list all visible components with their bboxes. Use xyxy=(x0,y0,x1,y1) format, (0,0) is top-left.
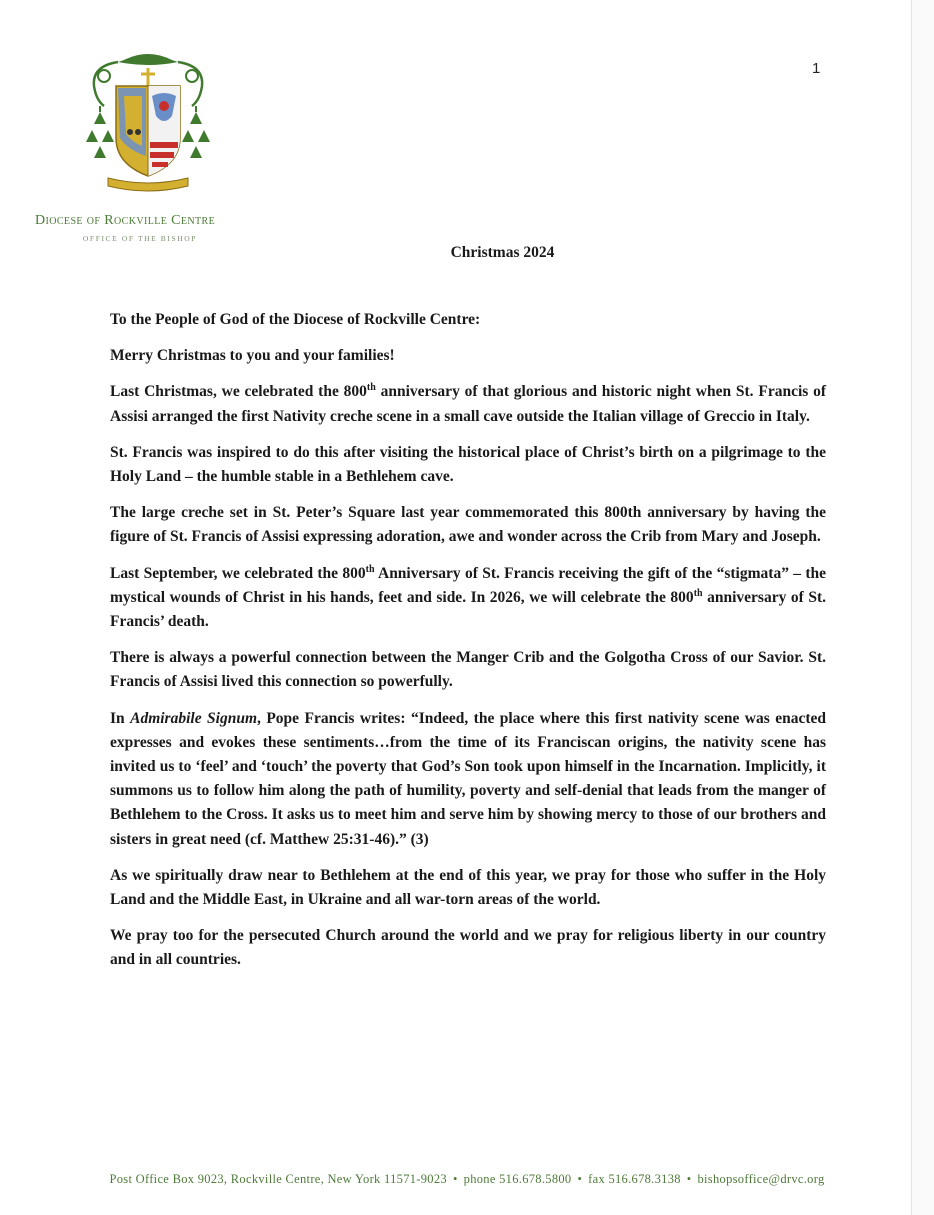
paragraph-4-text-c: anniversary of St. Francis’ death. xyxy=(110,588,826,631)
salutation: To the People of God of the Diocese of Rockville Centre: xyxy=(110,311,481,328)
letterhead-footer xyxy=(0,1172,934,1187)
coat-of-arms-icon xyxy=(78,46,218,196)
diocese-name: Diocese of Rockville Centre xyxy=(35,213,216,228)
paragraph-3: The large creche set in St. Peter’s Square last year commemorated this 800th anniversary by having the figure of St. Francis of Assisi expressing adoration, awe and wonder across the Crib from Mary and Joseph. xyxy=(110,504,826,546)
page-number: 1 xyxy=(812,60,821,77)
crest-graphic xyxy=(78,46,218,196)
ordinal-suffix: th xyxy=(693,587,703,599)
paragraph-4-text-b: Anniversary of St. Francis receiving the gift of the “stigmata” – the mystical wounds of Christ in his hands, feet and side. In 2026, we will celebrate the 800 xyxy=(110,564,826,606)
paragraph-6-text-a: In xyxy=(110,709,131,727)
paragraph-7: As we spiritually draw near to Bethlehem at the end of this year, we pray for those who suffer in the Holy Land and the Middle East, in Ukraine and all war-torn areas of the world. xyxy=(110,866,826,909)
paragraph-1-text-b: anniversary of that glorious and historic night when St. Francis of Assisi arranged the first Nativity creche scene in a small cave outside the Italian village of Greccio in Italy. xyxy=(110,383,826,425)
footer-bullet: • xyxy=(686,1172,692,1186)
footer-bullet: • xyxy=(577,1172,583,1186)
letter-body xyxy=(110,308,826,985)
paragraph-6-text-b: , Pope Francis writes: “Indeed, the place where this first nativity scene was enacted expresses and evokes these sentiments…from the time of its Franciscan origins, the nativity scene has invited us to ‘feel’ and ‘touch’ the poverty that God’s Son took upon himself in the Incarnation. Implicitly, it summons us to follow him along the path of humility, poverty and self-denial that leads from the manger of Bethlehem to the Cross. It asks us to meet him and serve him by showing mercy to those of our brothers and sisters in great need (cf. Matthew 25:31-46).” (3) xyxy=(110,709,827,848)
paragraph-1-text-a: Last Christmas, we celebrated the 800 xyxy=(110,383,367,401)
letter-date: Christmas 2024 xyxy=(450,244,555,261)
paragraph-1 xyxy=(110,380,826,428)
page-edge xyxy=(911,0,934,1215)
footer-phone: phone 516.678.5800 xyxy=(463,1172,572,1186)
paragraph-4 xyxy=(110,562,826,635)
footer-fax: fax 516.678.3138 xyxy=(588,1172,681,1186)
footer-bullet: • xyxy=(452,1172,458,1186)
paragraph-2: St. Francis was inspired to do this after visiting the historical place of Christ’s birth on a pilgrimage to the Holy Land – the humble stable in a Bethlehem cave. xyxy=(110,443,826,486)
footer-address: Post Office Box 9023, Rockville Centre, New York 11571-9023 xyxy=(109,1172,447,1186)
ordinal-suffix: th xyxy=(366,382,376,394)
greeting: Merry Christmas to you and your families! xyxy=(110,347,395,365)
paragraph-6 xyxy=(110,707,826,852)
document-title: Admirabile Signum xyxy=(130,709,258,727)
paragraph-4-text-a: Last September, we celebrated the 800 xyxy=(110,564,366,582)
footer-email: bishopsoffice@drvc.org xyxy=(697,1172,825,1186)
paragraph-5: There is always a powerful connection between the Manger Crib and the Golgotha Cross of our Savior. St. Francis of Assisi lived this connection so powerfully. xyxy=(110,649,826,691)
ordinal-suffix: th xyxy=(365,563,375,575)
paragraph-8: We pray too for the persecuted Church around the world and we pray for religious liberty in our country and in all countries. xyxy=(110,927,826,969)
office-of-the-bishop: OFFICE OF THE BISHOP xyxy=(82,234,198,243)
